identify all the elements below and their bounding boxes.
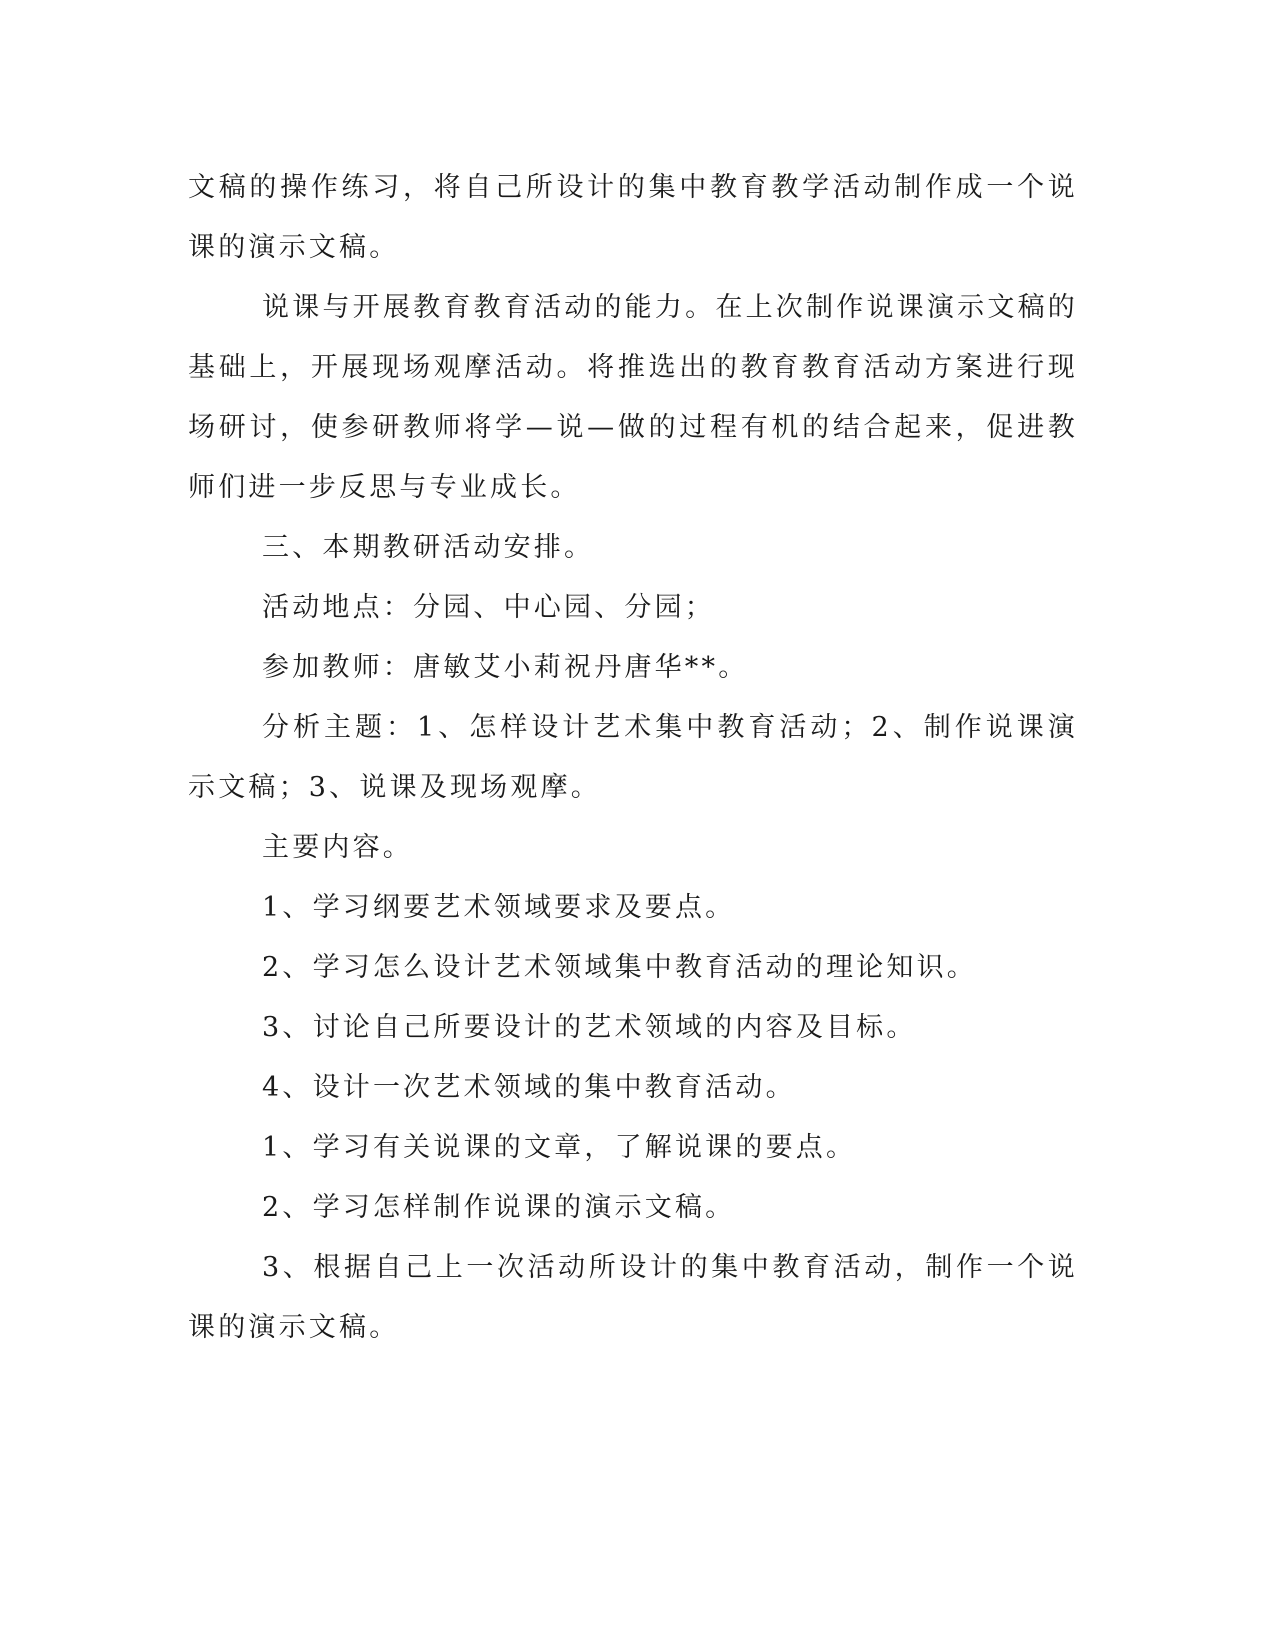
list-item: 2、学习怎么设计艺术领域集中教育活动的理论知识。 <box>262 952 977 983</box>
document-body <box>188 158 1078 1358</box>
list-item: 3、讨论自己所要设计的艺术领域的内容及目标。 <box>262 1012 917 1043</box>
paragraph-continuation: 文稿的操作练习，将自己所设计的集中教育教学活动制作成一个说课的演示文稿。 <box>188 172 1078 263</box>
list-item: 1、学习有关说课的文章，了解说课的要点。 <box>262 1132 857 1163</box>
paragraph-participating-teachers: 参加教师：唐敏艾小莉祝丹唐华**。 <box>262 652 749 683</box>
list-item: 3、根据自己上一次活动所设计的集中教育活动，制作一个说课的演示文稿。 <box>188 1252 1078 1343</box>
paragraph-analysis-topics: 分析主题：1、怎样设计艺术集中教育活动；2、制作说课演示文稿；3、说课及现场观摩。 <box>188 712 1078 803</box>
paragraph-speaking-ability: 说课与开展教育教育活动的能力。在上次制作说课演示文稿的基础上，开展现场观摩活动。将推选出的教育教育活动方案进行现场研讨，使参研教师将学—说—做的过程有机的结合起来，促进教师们进一步反思与专业成长。 <box>188 292 1078 503</box>
paragraph-activity-location: 活动地点：分园、中心园、分园； <box>262 592 715 623</box>
list-item: 1、学习纲要艺术领域要求及要点。 <box>262 892 736 923</box>
paragraph-main-content-heading: 主要内容。 <box>262 832 413 863</box>
section-heading-activity-schedule: 三、本期教研活动安排。 <box>262 532 595 563</box>
list-item: 4、设计一次艺术领域的集中教育活动。 <box>262 1072 796 1103</box>
list-item: 2、学习怎样制作说课的演示文稿。 <box>262 1192 736 1223</box>
